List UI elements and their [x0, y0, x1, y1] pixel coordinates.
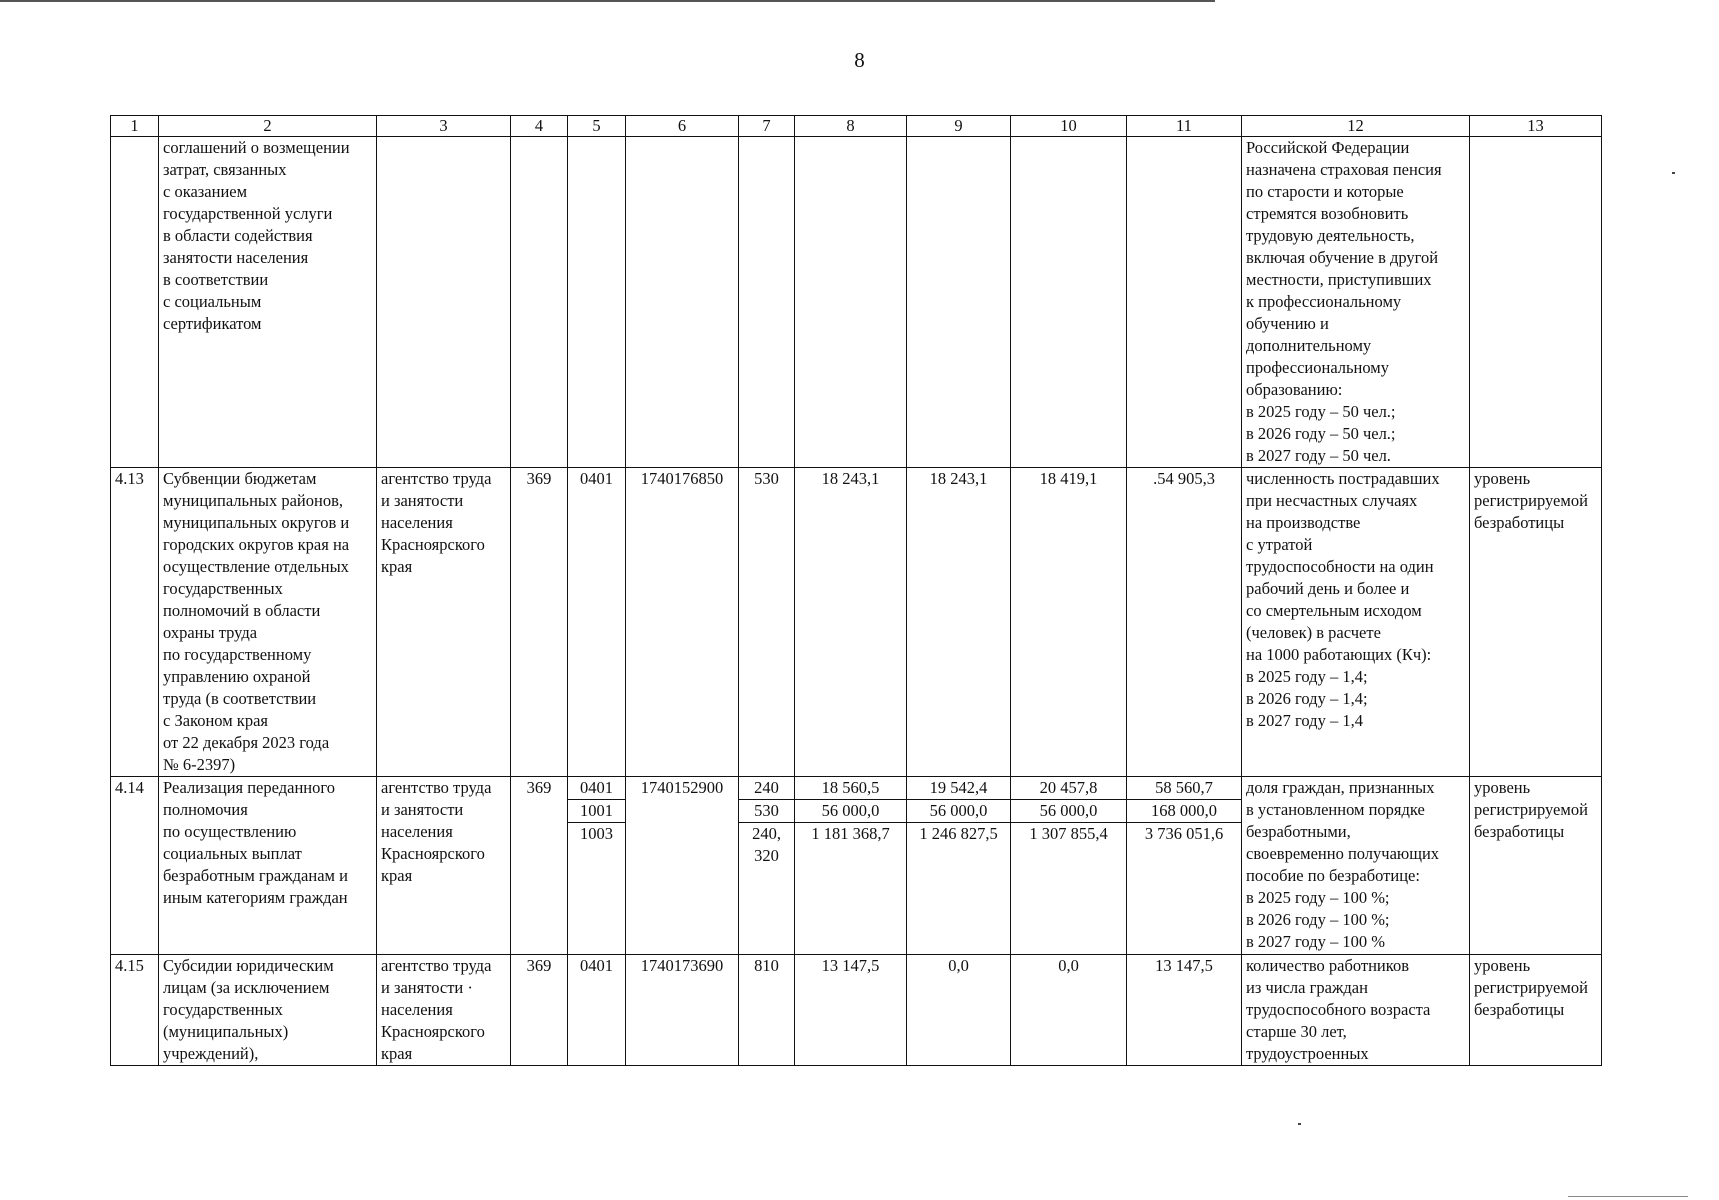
cell-total [1127, 137, 1242, 468]
sub-value: 56 000,0 [795, 800, 906, 823]
column-header: 6 [626, 116, 739, 137]
sub-value: 1 307 855,4 [1029, 824, 1108, 843]
cell-2026: 18 243,1 [907, 468, 1011, 777]
column-header: 7 [739, 116, 795, 137]
cell-agency [377, 137, 511, 468]
cell-csr: 1740173690 [626, 955, 739, 1066]
cell-rzpr: 0401 [568, 955, 626, 1066]
sub-value: 56 000,0 [1011, 800, 1126, 823]
cell-csr [626, 137, 739, 468]
sub-value: 530 [739, 800, 794, 823]
sub-value: 1 181 368,7 [811, 824, 890, 843]
budget-table [110, 115, 1602, 1066]
column-header: 10 [1011, 116, 1127, 137]
cell-2025: 13 147,5 [795, 955, 907, 1066]
cell-vr: 810 [739, 955, 795, 1066]
cell-indicator: доля граждан, признанных в установленном порядке безработными, своевременно получающих пособие по безработице: в 2025 году – 100 %; в 2026 году – 100 %; в 2027 году – 100 % [1242, 777, 1470, 955]
column-header: 13 [1470, 116, 1602, 137]
cell-target: уровень регистрируемой безработицы [1470, 777, 1602, 955]
sub-value: 3 736 051,6 [1144, 824, 1224, 843]
cell-vr: 530 [739, 468, 795, 777]
cell-csr: 1740152900 [626, 777, 739, 955]
cell-rzpr [568, 777, 626, 955]
sub-value: 1 246 827,5 [919, 824, 998, 843]
cell-2027 [1011, 137, 1127, 468]
column-header: 12 [1242, 116, 1470, 137]
table-row [111, 468, 1602, 777]
cell-target [1470, 137, 1602, 468]
sub-value: 1003 [580, 824, 613, 843]
cell-2025 [795, 137, 907, 468]
cell-target: уровень регистрируемой безработицы [1470, 955, 1602, 1066]
cell-num: 4.14 [111, 777, 159, 955]
scan-edge-line [1568, 1196, 1688, 1197]
column-header: 11 [1127, 116, 1242, 137]
cell-2026 [907, 777, 1011, 955]
scan-speck [1672, 172, 1675, 174]
cell-csr: 1740176850 [626, 468, 739, 777]
column-header: 2 [159, 116, 377, 137]
column-header: 1 [111, 116, 159, 137]
page-number: 8 [854, 48, 865, 72]
sub-value: 240 [739, 777, 794, 800]
cell-num [111, 137, 159, 468]
cell-agency: агентство труда и занятости населения Красноярского края [377, 777, 511, 955]
sub-value: 19 542,4 [907, 777, 1010, 800]
cell-2025 [795, 777, 907, 955]
sub-value: 56 000,0 [907, 800, 1010, 823]
cell-indicator: численность пострадавших при несчастных случаях на производстве с утратой трудоспособности на один рабочий день и более и со смертельным исходом (человек) в расчете на 1000 работающих (Кч): в 2025 году – 1,4; в 2026 году – 1,4; в 2027 году – 1,4 [1242, 468, 1470, 777]
cell-description: Реализация переданного полномочия по осуществлению социальных выплат безработным гражданам и иным категориям граждан [159, 777, 377, 955]
cell-2025: 18 243,1 [795, 468, 907, 777]
table-header [111, 116, 1602, 137]
cell-grbs: 369 [511, 777, 568, 955]
sub-value: 0401 [568, 777, 625, 800]
header-row [111, 116, 1602, 137]
cell-agency: агентство труда и занятости населения Красноярского края [377, 468, 511, 777]
sub-value: 20 457,8 [1011, 777, 1126, 800]
cell-2026 [907, 137, 1011, 468]
sub-value: 1001 [568, 800, 625, 823]
column-header: 8 [795, 116, 907, 137]
table-row [111, 777, 1602, 955]
cell-agency: агентство труда и занятости · населения Красноярского края [377, 955, 511, 1066]
column-header: 4 [511, 116, 568, 137]
cell-grbs: 369 [511, 468, 568, 777]
cell-indicator: Российской Федерации назначена страховая пенсия по старости и которые стремятся возобновить трудовую деятельность, включая обучение в другой местности, приступивших к профессиональному обучению и дополнительному профессиональному образованию: в 2025 году – 50 чел.; в 2026 году – 50 чел.; в 2027 году – 50 чел. [1242, 137, 1470, 468]
column-header: 9 [907, 116, 1011, 137]
sub-value: 18 560,5 [795, 777, 906, 800]
cell-total: 13 147,5 [1127, 955, 1242, 1066]
sub-value: 58 560,7 [1127, 777, 1241, 800]
cell-rzpr: 0401 [568, 468, 626, 777]
cell-description: Субсидии юридическим лицам (за исключением государственных (муниципальных) учреждений), [159, 955, 377, 1066]
cell-2026: 0,0 [907, 955, 1011, 1066]
cell-indicator: количество работников из числа граждан трудоспособного возраста старше 30 лет, трудоустроенных [1242, 955, 1470, 1066]
cell-num: 4.15 [111, 955, 159, 1066]
cell-2027: 0,0 [1011, 955, 1127, 1066]
cell-grbs [511, 137, 568, 468]
table-row [111, 955, 1602, 1066]
cell-description: соглашений о возмещении затрат, связанных с оказанием государственной услуги в области содействия занятости населения в соответствии с социальным сертификатом [159, 137, 377, 468]
cell-rzpr [568, 137, 626, 468]
scan-speck [1298, 1123, 1301, 1125]
cell-description: Субвенции бюджетам муниципальных районов, муниципальных округов и городских округов края на осуществление отдельных государственных полномочий в области охраны труда по государственному управлению охраной труда (в соответствии с Законом края от 22 декабря 2023 года № 6-2397) [159, 468, 377, 777]
cell-grbs: 369 [511, 955, 568, 1066]
cell-target: уровень регистрируемой безработицы [1470, 468, 1602, 777]
cell-2027: 18 419,1 [1011, 468, 1127, 777]
column-header: 3 [377, 116, 511, 137]
table-row-continuation [111, 137, 1602, 468]
cell-total: .54 905,3 [1127, 468, 1242, 777]
cell-vr [739, 777, 795, 955]
cell-2027 [1011, 777, 1127, 955]
scan-top-rule [0, 0, 1215, 2]
cell-total [1127, 777, 1242, 955]
cell-num: 4.13 [111, 468, 159, 777]
sub-value: 168 000,0 [1127, 800, 1241, 823]
sub-value: 240, 320 [752, 824, 781, 865]
cell-vr [739, 137, 795, 468]
column-header: 5 [568, 116, 626, 137]
